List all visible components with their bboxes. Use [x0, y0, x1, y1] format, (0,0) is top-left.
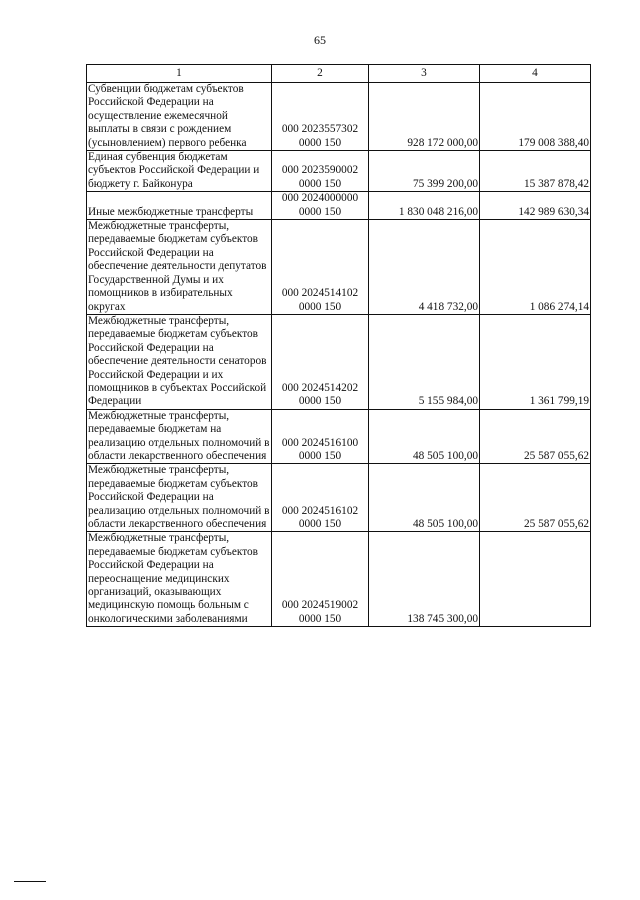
row-col3-value: 928 172 000,00: [369, 83, 480, 151]
footnote-divider: [14, 881, 46, 882]
row-code-line-2: 0000 150: [298, 395, 342, 408]
row-col4-value: 15 387 878,42: [480, 151, 591, 192]
row-code-line-1: 000 2024000000: [281, 192, 359, 205]
row-name-cell: Межбюджетные трансферты, передаваемые бюджетам субъектов Российской Федерации на переоснащение медицинских организаций, оказывающих медицинскую помощь больным с онкологическими заболеваниями: [87, 532, 272, 627]
row-code-cell: [272, 151, 369, 192]
row-code-line-1: 000 2024514102: [281, 287, 359, 300]
row-code-line-2: 0000 150: [298, 449, 342, 462]
header-cell-2: 2: [272, 65, 369, 83]
row-code-cell: [272, 314, 369, 409]
row-code-line-2: 0000 150: [298, 136, 342, 149]
row-code-line-2: 0000 150: [298, 300, 342, 313]
table-row: [87, 409, 591, 464]
row-code-cell: [272, 83, 369, 151]
budget-table: [86, 64, 591, 627]
header-cell-4: 4: [480, 65, 591, 83]
table-row: [87, 464, 591, 532]
row-name-cell: Иные межбюджетные трансферты: [87, 192, 272, 220]
row-col4-value: [480, 532, 591, 627]
row-code-cell: [272, 464, 369, 532]
table-row: [87, 83, 591, 151]
table-row: [87, 532, 591, 627]
row-col4-value: 1 361 799,19: [480, 314, 591, 409]
table-row: [87, 192, 591, 220]
row-code-cell: [272, 409, 369, 464]
row-col4-value: 1 086 274,14: [480, 220, 591, 315]
row-code-cell: [272, 220, 369, 315]
row-col3-value: 4 418 732,00: [369, 220, 480, 315]
row-col3-value: 75 399 200,00: [369, 151, 480, 192]
row-code-cell: [272, 532, 369, 627]
row-col3-value: 138 745 300,00: [369, 532, 480, 627]
table-header-row: [87, 65, 591, 83]
row-col4-value: 179 008 388,40: [480, 83, 591, 151]
row-col3-value: 48 505 100,00: [369, 464, 480, 532]
row-name-cell: Субвенции бюджетам субъектов Российской Федерации на осуществление ежемесячной выплаты в связи с рождением (усыновлением) первого ребенка: [87, 83, 272, 151]
table-row: [87, 220, 591, 315]
header-cell-3: 3: [369, 65, 480, 83]
row-name-cell: Межбюджетные трансферты, передаваемые бюджетам на реализацию отдельных полномочий в области лекарственного обеспечения: [87, 409, 272, 464]
row-code-line-2: 0000 150: [298, 177, 342, 190]
header-cell-1: 1: [87, 65, 272, 83]
row-col3-value: 48 505 100,00: [369, 409, 480, 464]
row-col4-value: 25 587 055,62: [480, 409, 591, 464]
row-code-line-1: 000 2023590002: [281, 164, 359, 177]
row-name-cell: Межбюджетные трансферты, передаваемые бюджетам субъектов Российской Федерации на обеспечение деятельности депутатов Государственной Думы и их помощников в избирательных округах: [87, 220, 272, 315]
row-col4-value: 142 989 630,34: [480, 192, 591, 220]
row-code-line-2: 0000 150: [298, 205, 342, 218]
row-code-line-2: 0000 150: [298, 518, 342, 530]
row-col3-value: 5 155 984,00: [369, 314, 480, 409]
row-name-cell: Межбюджетные трансферты, передаваемые бюджетам субъектов Российской Федерации на обеспечение деятельности сенаторов Российской Федерации и их помощников в субъектах Российской Федерации: [87, 314, 272, 409]
row-code-line-1: 000 2023557302: [281, 123, 359, 136]
table-row: [87, 151, 591, 192]
page-number: 65: [314, 33, 326, 47]
row-code-line-2: 0000 150: [298, 612, 342, 625]
row-code-line-1: 000 2024519002: [281, 599, 359, 612]
row-code-cell: [272, 192, 369, 220]
row-name-cell: Единая субвенция бюджетам субъектов Российской Федерации и бюджету г. Байконура: [87, 151, 272, 192]
row-col4-value: 25 587 055,62: [480, 464, 591, 532]
row-code-line-1: 000 2024516102: [281, 504, 359, 517]
row-code-line-1: 000 2024514202: [281, 381, 359, 394]
row-col3-value: 1 830 048 216,00: [369, 192, 480, 220]
table-row: [87, 314, 591, 409]
budget-table-body: [87, 65, 591, 627]
row-code-line-1: 000 2024516100: [281, 436, 359, 449]
row-name-cell: Межбюджетные трансферты, передаваемые бюджетам субъектов Российской Федерации на реализацию отдельных полномочий в области лекарственного обеспечения: [87, 464, 272, 532]
